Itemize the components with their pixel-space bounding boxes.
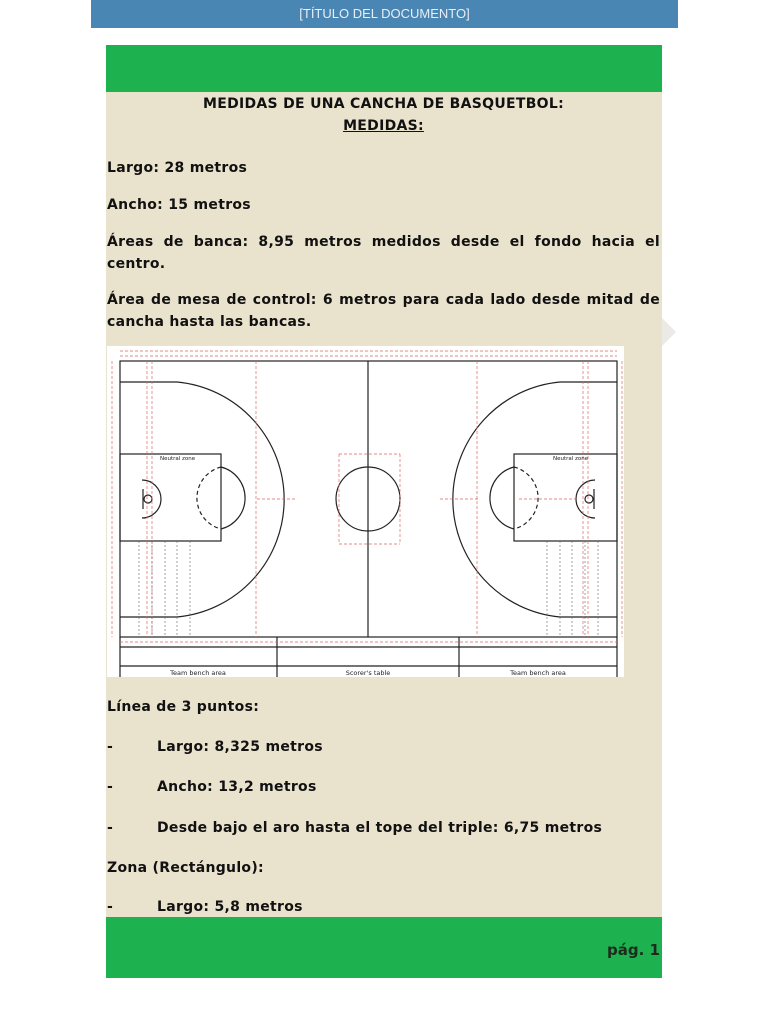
area-mesa-paragraph: Área de mesa de control: 6 metros para cada lado desde mitad de cancha hasta las bancas. [107,292,660,330]
document-page [106,45,662,978]
page-header-band [106,45,662,92]
right-key-label: Neutral zone [553,456,589,462]
bullet-dash: - [107,899,114,915]
scorer-table-label: Scorer's table [345,669,391,677]
bullet-text: Desde bajo el aro hasta el tope del triple: 6,75 metros [157,820,603,836]
zona-title: Zona (Rectángulo): [107,860,264,876]
left-key [120,454,221,541]
bullet-text: Largo: 8,325 metros [157,739,323,755]
left-free-throw-circle [221,467,245,529]
right-free-throw-circle [490,467,514,529]
right-key [514,454,617,541]
linea-3-title: Línea de 3 puntos: [107,699,260,715]
largo-text: Largo: 28 metros [107,160,248,176]
bullet-text: Largo: 5,8 metros [157,899,303,915]
court-diagram [107,346,624,677]
bullet-dash: - [107,820,114,836]
ancho-text: Ancho: 15 metros [107,197,251,213]
bullet-dash: - [107,779,114,795]
next-page-arrow-icon[interactable] [662,318,676,346]
document-subheading: MEDIDAS: [343,118,424,134]
page-number: pág. 1 [607,941,660,959]
document-title: [TÍTULO DEL DOCUMENTO] [299,6,470,21]
page-footer-band [106,917,662,978]
bullet-text: Ancho: 13,2 metros [157,779,317,795]
bullet-dash: - [107,739,114,755]
right-bench-label: Team bench area [510,669,566,677]
left-key-label: Neutral zone [160,456,196,462]
left-bench-label: Team bench area [170,669,226,677]
document-title-bar [91,0,678,28]
areas-banca-paragraph: Áreas de banca: 8,95 metros medidos desde el fondo hacia el centro. [107,234,660,272]
document-heading: MEDIDAS DE UNA CANCHA DE BASQUETBOL: [202,96,565,112]
